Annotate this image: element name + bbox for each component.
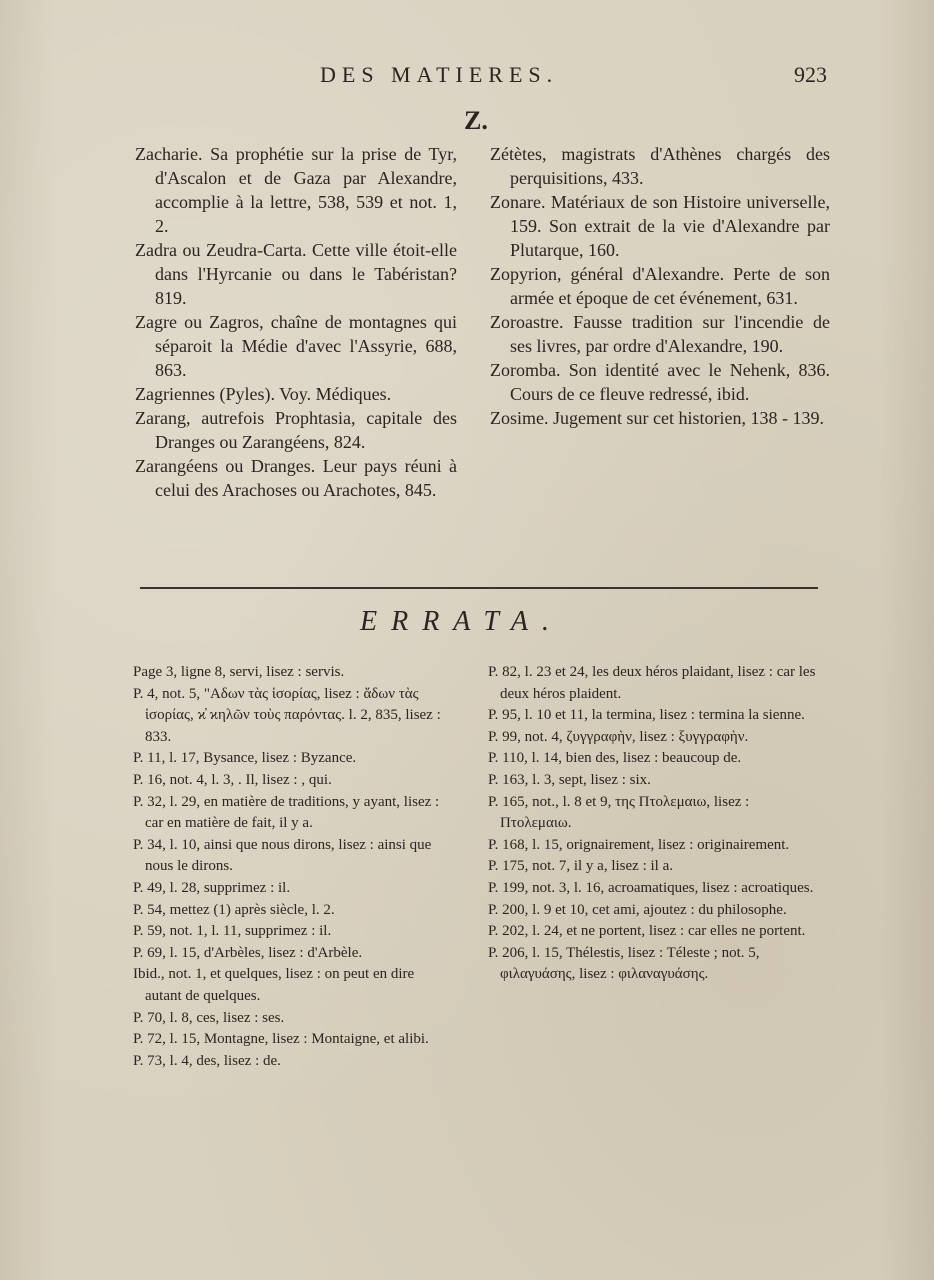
section-divider-rule	[140, 587, 818, 589]
errata-entry: P. 202, l. 24, et ne portent, lisez : car elles ne portent.	[488, 923, 806, 940]
errata-entry: P. 70, l. 8, ces, lisez : ses.	[133, 1009, 285, 1026]
errata-entry: P. 99, not. 4, ζυγγραφὴν, lisez : ξυγγραφὴν.	[488, 728, 749, 745]
running-head: DES MATIERES.	[320, 62, 559, 87]
index-column-right	[490, 142, 830, 430]
index-entry: Zarangéens ou Dranges. Leur pays réuni à celui des Arachoses ou Arachotes, 845.	[135, 456, 457, 500]
errata-column-left	[133, 662, 453, 1072]
index-entry: Zagriennes (Pyles). Voy. Médiques.	[135, 384, 392, 404]
errata-entry: P. 163, l. 3, sept, lisez : six.	[488, 771, 651, 788]
errata-entry: P. 206, l. 15, Thélestis, lisez : Téleste ; not. 5, φιλαγυάσης, lisez : φιλαναγυάσης.	[488, 944, 760, 983]
errata-entry: P. 32, l. 29, en matière de traditions, y ayant, lisez : car en matière de fait, il y a.	[133, 793, 440, 832]
index-entry: Zarang, autrefois Prophtasia, capitale des Dranges ou Zarangéens, 824.	[135, 408, 457, 452]
errata-entry: P. 110, l. 14, bien des, lisez : beaucoup de.	[488, 750, 742, 767]
errata-entry: P. 34, l. 10, ainsi que nous dirons, lisez : ainsi que nous le dirons.	[133, 836, 432, 875]
index-entry: Zadra ou Zeudra-Carta. Cette ville étoit-elle dans l'Hyrcanie ou dans le Tabéristan? 819.	[135, 240, 457, 308]
index-entry: Zoroastre. Fausse tradition sur l'incendie de ses livres, par ordre d'Alexandre, 190.	[490, 312, 830, 356]
errata-entry: P. 49, l. 28, supprimez : il.	[133, 879, 291, 896]
errata-entry: P. 54, mettez (1) après siècle, l. 2.	[133, 901, 335, 918]
errata-entry: P. 11, l. 17, Bysance, lisez : Byzance.	[133, 750, 357, 767]
errata-entry: P. 199, not. 3, l. 16, acroamatiques, lisez : acroatiques.	[488, 879, 814, 896]
index-entry: Zosime. Jugement sur cet historien, 138 - 139.	[490, 408, 824, 428]
index-entry: Zopyrion, général d'Alexandre. Perte de son armée et époque de cet événement, 631.	[490, 264, 830, 308]
index-column-left	[135, 142, 457, 502]
errata-entry: P. 82, l. 23 et 24, les deux héros plaidant, lisez : car les deux héros plaident.	[488, 664, 816, 702]
section-letter-heading: Z.	[464, 106, 488, 135]
errata-entry: P. 72, l. 15, Montagne, lisez : Montaigne, et alibi.	[133, 1031, 429, 1048]
index-entry: Zoromba. Son identité avec le Nehenk, 836. Cours de ce fleuve redressé, ibid.	[490, 360, 830, 404]
page-number: 923	[794, 62, 827, 87]
errata-entry: P. 200, l. 9 et 10, cet ami, ajoutez : du philosophe.	[488, 901, 787, 918]
errata-entry: P. 168, l. 15, orignairement, lisez : originairement.	[488, 836, 790, 853]
index-entry: Zagre ou Zagros, chaîne de montagnes qui séparoit la Médie d'avec l'Assyrie, 688, 863.	[135, 312, 457, 380]
index-entry: Zacharie. Sa prophétie sur la prise de Tyr, d'Ascalon et de Gaza par Alexandre, accomplie à la lettre, 538, 539 et not. 1, 2.	[135, 144, 457, 236]
errata-entry: P. 69, l. 15, d'Arbèles, lisez : d'Arbèle.	[133, 944, 363, 961]
errata-entry: P. 95, l. 10 et 11, la termina, lisez : termina la sienne.	[488, 707, 805, 724]
errata-entry: P. 73, l. 4, des, lisez : de.	[133, 1052, 281, 1069]
errata-column-right	[488, 662, 818, 986]
index-entry: Zétètes, magistrats d'Athènes chargés des perquisitions, 433.	[490, 144, 830, 188]
errata-entry: P. 4, not. 5, "Αδων τὰς ἱσορίας, lisez : ἄδων τὰς ἱσορίας, ϰ̓ ϰηλῶν τοὺς παρόντας. l. 2, 835, lisez : 833.	[133, 685, 441, 745]
errata-entry: P. 175, not. 7, il y a, lisez : il a.	[488, 858, 673, 875]
errata-entry: P. 165, not., l. 8 et 9, της Πτολεμαιω, lisez : Πτολεμαιω.	[488, 793, 750, 832]
errata-entry: P. 59, not. 1, l. 11, supprimez : il.	[133, 923, 332, 940]
index-entry: Zonare. Matériaux de son Histoire universelle, 159. Son extrait de la vie d'Alexandre par Plutarque, 160.	[490, 192, 830, 260]
errata-entry: P. 16, not. 4, l. 3, . Il, lisez : , qui.	[133, 771, 332, 788]
errata-title: ERRATA.	[360, 606, 563, 637]
errata-entry: Page 3, ligne 8, servi, lisez : servis.	[133, 664, 345, 680]
errata-entry: Ibid., not. 1, et quelques, lisez : on peut en dire autant de quelques.	[133, 966, 415, 1004]
